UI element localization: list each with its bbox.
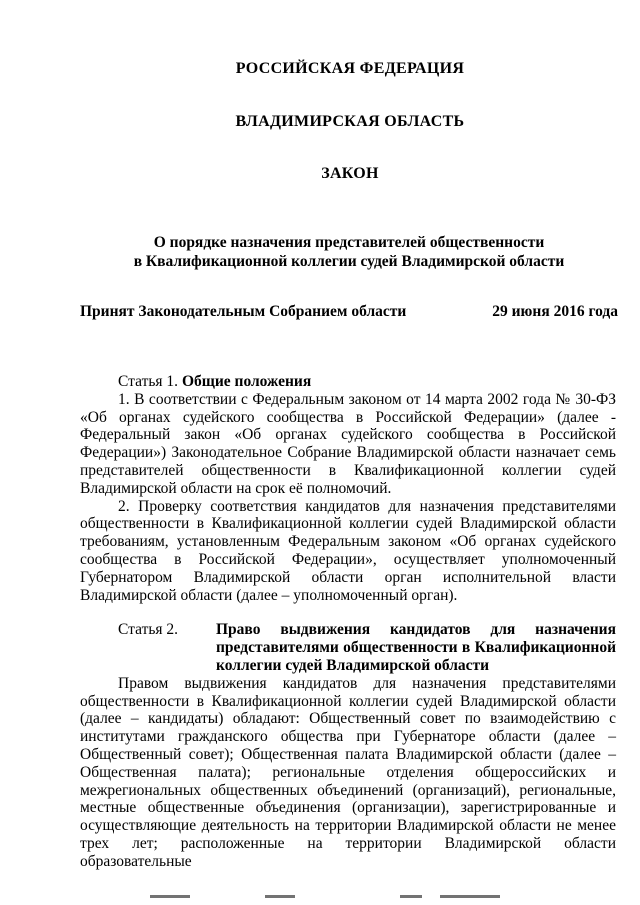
article-2-label: Статья 2. (118, 621, 179, 639)
adopted-by: Принят Законодательным Собранием области (80, 303, 407, 320)
article-1-label: Статья 1. (118, 373, 182, 390)
article-1-paragraph-1: 1. В соответствии с Федеральным законом от 14 марта 2002 года № 30-ФЗ «Об органах судейского сообщества в Российской Федерации» (далее - Федеральный закон «Об органах судейского сообщества в Российской Федерации») Законодательное Собрание Владимирской области назначает семь представителей общественности в Квалификационной коллегии судей Владимирской области на срок её полномочий. (80, 390, 616, 497)
header-country: РОССИЙСКАЯ ФЕДЕРАЦИЯ (235, 60, 465, 77)
article-2-paragraph-1: Правом выдвижения кандидатов для назначения представителями общественности в Квалификационной коллегии судей Владимирской области (далее – кандидаты) обладают: Общественный совет по взаимодействию с институтами гражданского общества при Губернаторе области (далее – Общественный совет); Общественная палата Владимирской области (далее – Общественная палата); региональные отделения общероссийских и межрегиональных общественных объединений (организаций), региональные, местные общественные объединения (организации), зарегистрированные и осуществляющие деятельность на территории Владимирской области не менее трех лет; расположенные на территории Владимирской области образовательные (80, 674, 616, 870)
article-2-title-line-2: представителями общественности в Квалификационной (216, 639, 616, 657)
article-2-title (216, 621, 616, 674)
scan-artifact (150, 895, 190, 898)
law-body (80, 373, 616, 871)
scan-artifact (400, 895, 422, 898)
adoption-line (80, 303, 618, 321)
adoption-date: 29 июня 2016 года (492, 303, 618, 320)
article-2-title-line-3: коллегии судей Владимирской области (216, 656, 490, 674)
article-1-heading (80, 373, 616, 391)
scan-artifact (265, 895, 295, 898)
header-region: ВЛАДИМИРСКАЯ ОБЛАСТЬ (235, 113, 465, 130)
scan-artifact (440, 895, 500, 898)
article-2-title-line-1: Право выдвижения кандидатов для назначения (216, 621, 616, 639)
law-title (80, 233, 618, 271)
law-title-line-2: в Квалификационной коллегии судей Владимирской области (133, 253, 565, 270)
law-title-line-1: О порядке назначения представителей общественности (153, 234, 545, 251)
article-1-title: Общие положения (181, 373, 312, 390)
article-1-paragraph-2: 2. Проверку соответствия кандидатов для назначения представителями общественности в Квалификационной коллегии судей Владимирской области требованиям, установленным Федеральным законом «Об органах судейского сообщества в Российской Федерации», осуществляет уполномоченный Губернатором Владимирской области орган исполнительной власти Владимирской области (далее – уполномоченный орган). (80, 497, 616, 604)
article-2-heading (80, 621, 616, 674)
header-law: ЗАКОН (321, 165, 379, 182)
